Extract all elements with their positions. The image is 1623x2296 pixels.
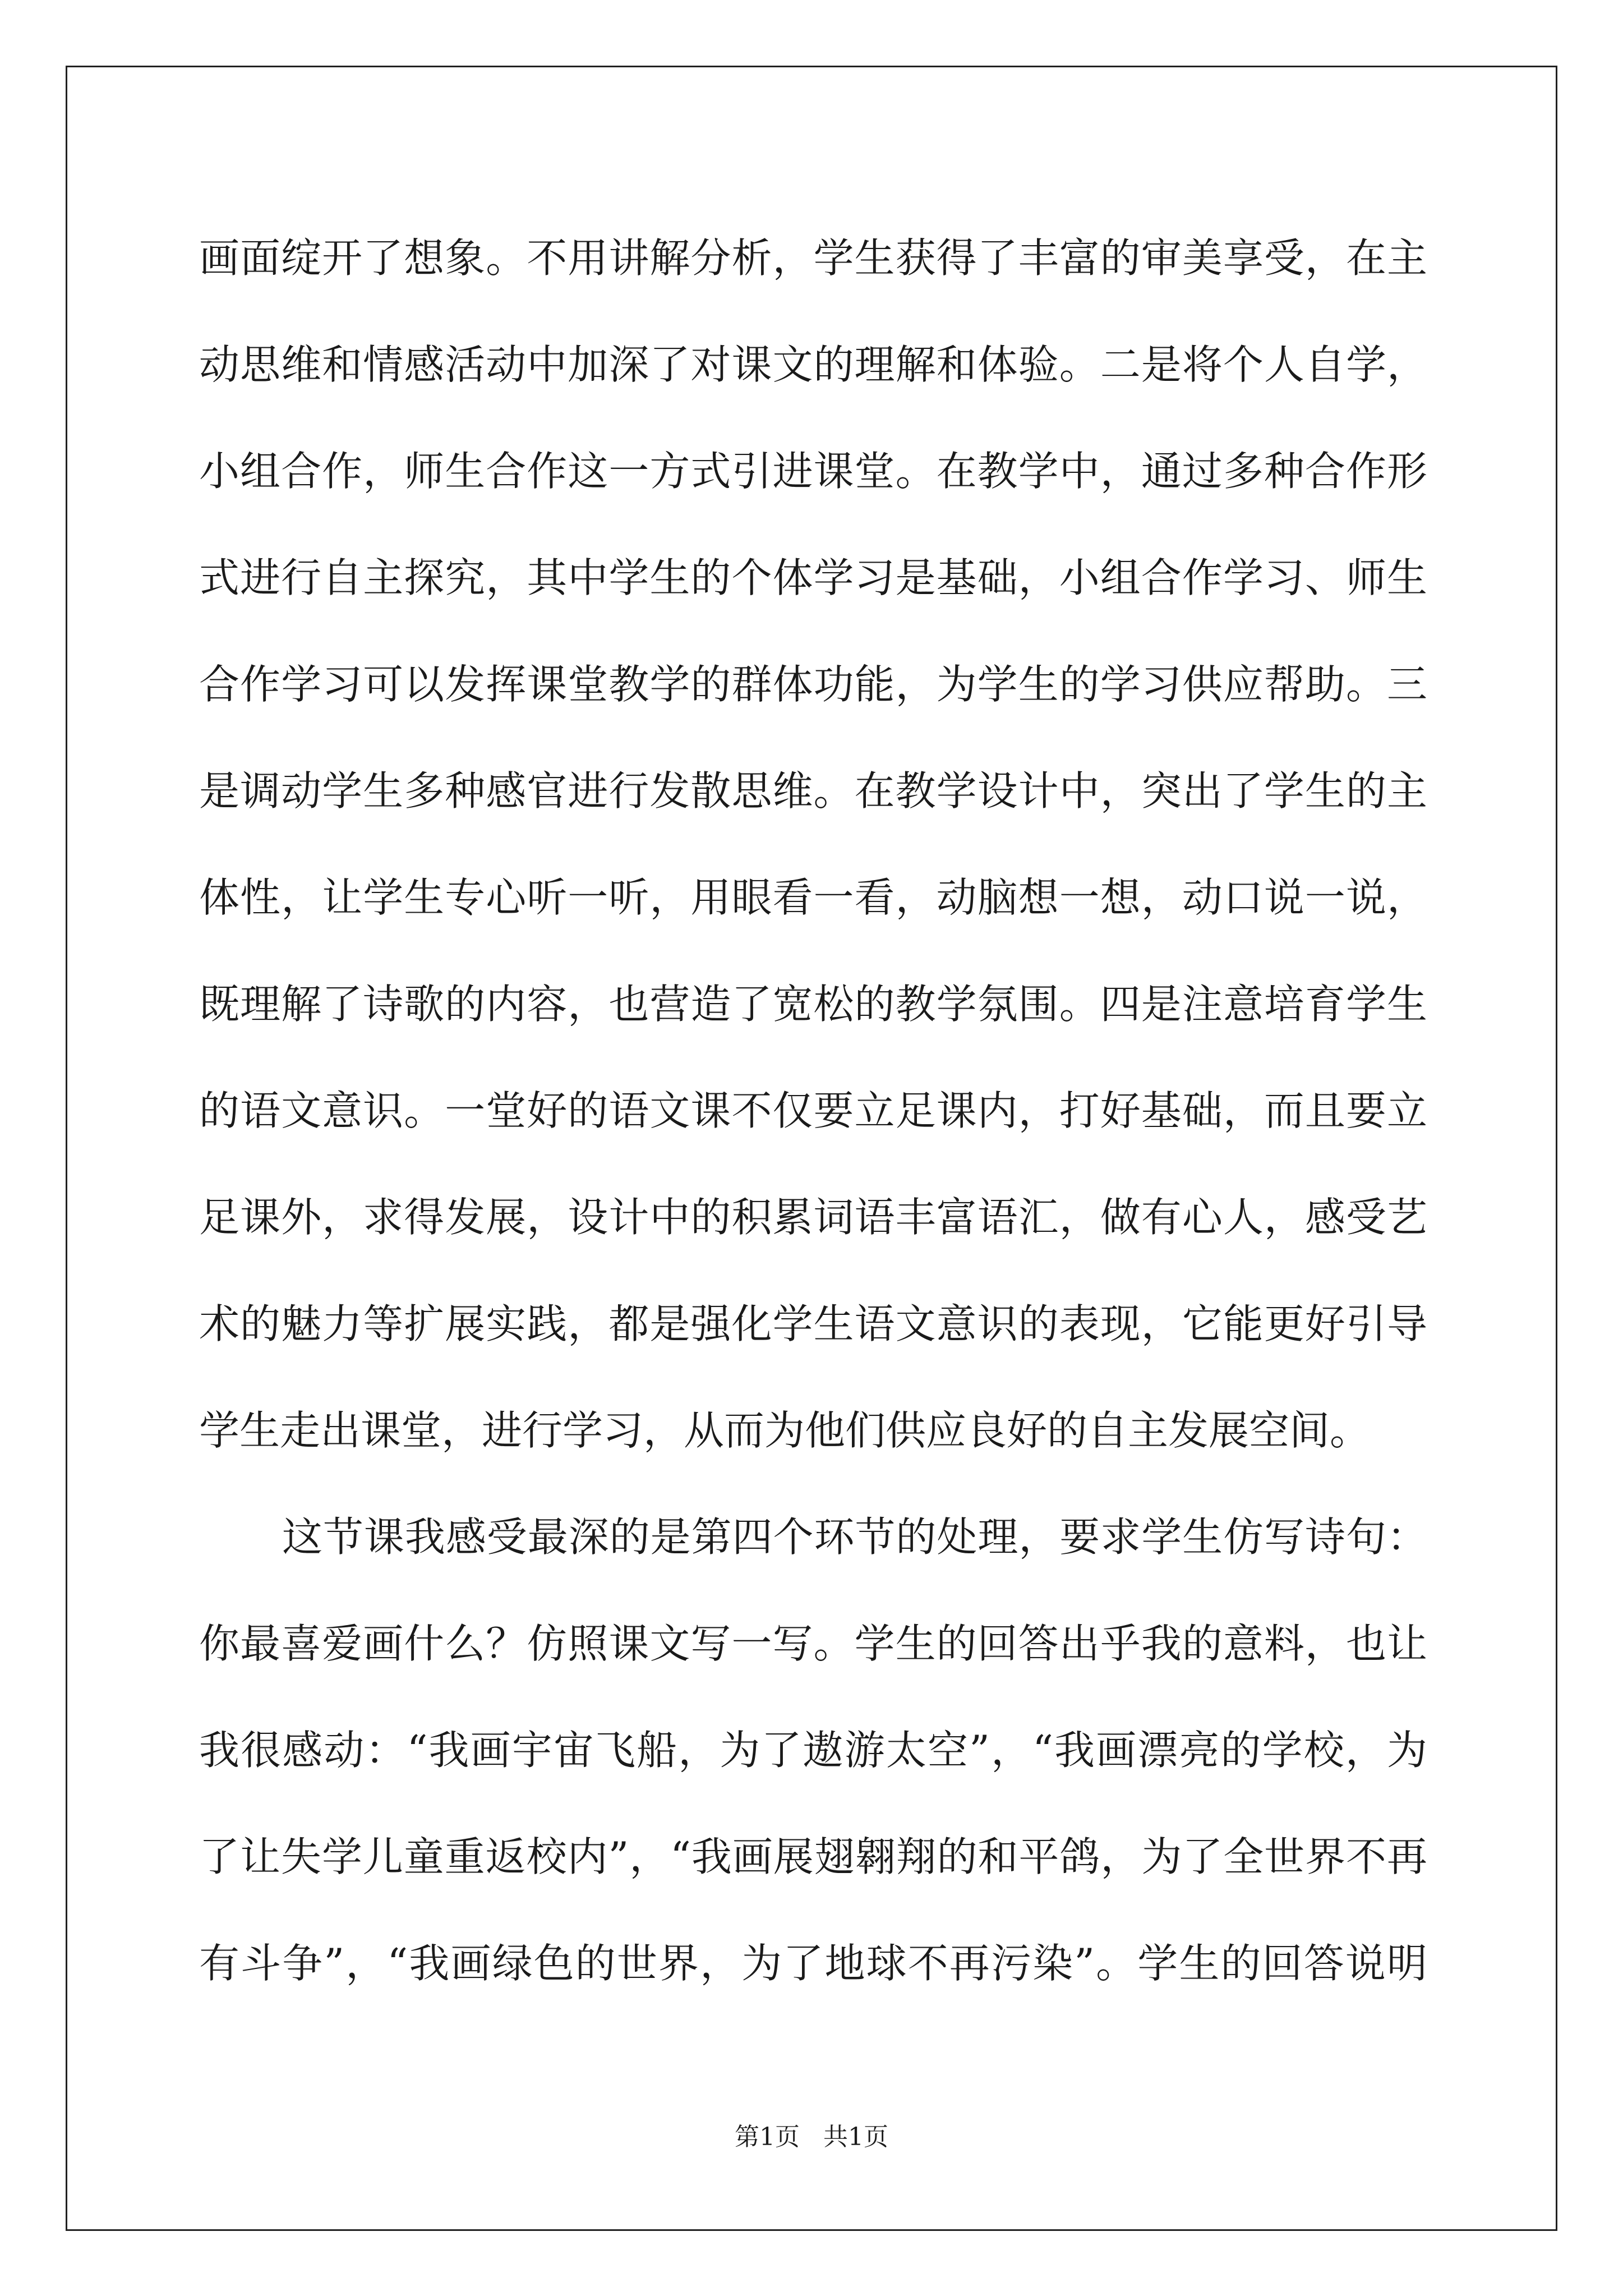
text-line: 是调动学生多种感官进行发散思维。在教学设计中，突出了学生的主 <box>199 767 1427 815</box>
text-line: 体性，让学生专心听一听，用眼看一看，动脑想一想，动口说一说， <box>199 874 1427 921</box>
text-line: 合作学习可以发挥课堂教学的群体功能，为学生的学习供应帮助。三 <box>199 661 1427 708</box>
text-line: 学生走出课堂，进行学习，从而为他们供应良好的自主发展空间。 <box>199 1407 1371 1454</box>
text-line: 我很感动：“我画宇宙飞船，为了遨游太空”，“我画漂亮的学校，为 <box>199 1727 1427 1774</box>
text-line: 的语文意识。一堂好的语文课不仅要立足课内，打好基础，而且要立 <box>199 1087 1427 1134</box>
text-line: 有斗争”，“我画绿色的世界，为了地球不再污染”。学生的回答说明 <box>199 1940 1427 1987</box>
text-line: 了让失学儿童重返校内”，“我画展翅翱翔的和平鸽，为了全世界不再 <box>199 1833 1427 1880</box>
document-body <box>199 205 1427 2017</box>
text-line: 动思维和情感活动中加深了对课文的理解和体验。二是将个人自学， <box>199 341 1427 388</box>
text-line: 既理解了诗歌的内容，也营造了宽松的教学氛围。四是注意培育学生 <box>199 981 1427 1028</box>
text-line: 你最喜爱画什么？仿照课文写一写。学生的回答出乎我的意料，也让 <box>199 1620 1427 1667</box>
text-line: 式进行自主探究，其中学生的个体学习是基础，小组合作学习、师生 <box>199 554 1427 601</box>
text-line: 术的魅力等扩展实践，都是强化学生语文意识的表现，它能更好引导 <box>199 1300 1427 1347</box>
text-line: 足课外，求得发展，设计中的积累词语丰富语汇，做有心人，感受艺 <box>199 1194 1427 1241</box>
page-number-footer: 第1页 共1页 <box>735 2123 888 2151</box>
text-line: 画面绽开了想象。不用讲解分析，学生获得了丰富的审美享受，在主 <box>199 234 1427 282</box>
paragraph-first-line: 这节课我感受最深的是第四个环节的处理，要求学生仿写诗句： <box>282 1513 1427 1561</box>
text-line: 小组合作，师生合作这一方式引进课堂。在教学中，通过多种合作形 <box>199 448 1427 495</box>
